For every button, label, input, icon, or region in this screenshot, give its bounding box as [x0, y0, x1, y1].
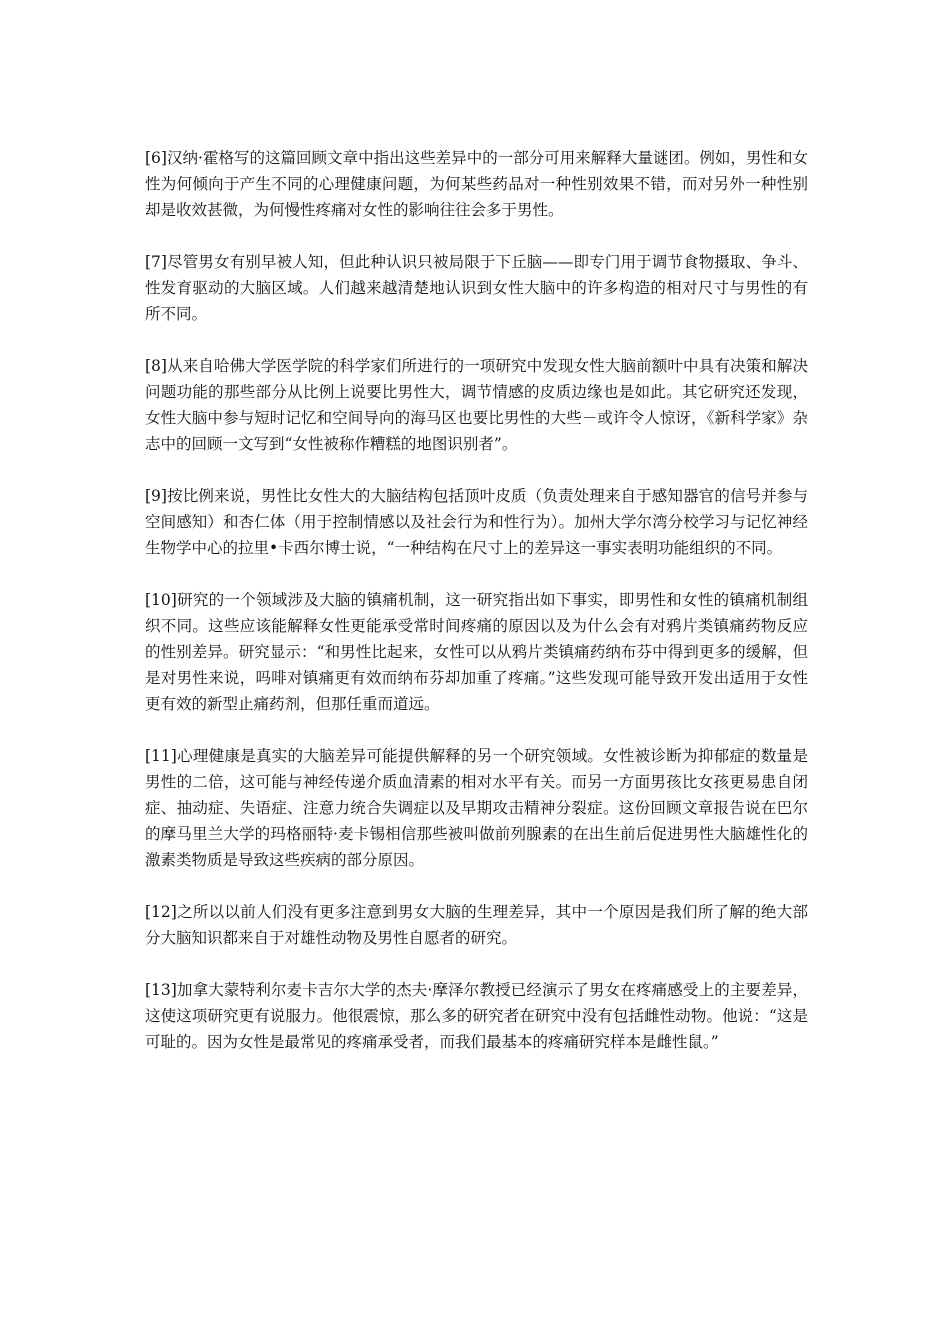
document-body	[145, 145, 808, 1081]
paragraph-10: [10]研究的一个领域涉及大脑的镇痛机制，这一研究指出如下事实，即男性和女性的镇痛机制组织不同。这些应该能解释女性更能承受常时间疼痛的原因以及为什么会有对鸦片类镇痛药物反应的性别差异。研究显示：“和男性比起来，女性可以从鸦片类镇痛药纳布芬中得到更多的缓解，但是对男性来说，吗啡对镇痛更有效而纳布芬却加重了疼痛。”这些发现可能导致开发出适用于女性更有效的新型止痛药剂，但那任重而道远。	[145, 591, 808, 713]
paragraph-6: [6]汉纳·霍格写的这篇回顾文章中指出这些差异中的一部分可用来解释大量谜团。例如，男性和女性为何倾向于产生不同的心理健康问题，为何某些药品对一种性别效果不错，而对另外一种性别却是收效甚微，为何慢性疼痛对女性的影响往往会多于男性。	[145, 149, 808, 219]
paragraph-11: [11]心理健康是真实的大脑差异可能提供解释的另一个研究领域。女性被诊断为抑郁症的数量是男性的二倍，这可能与神经传递介质血清素的相对水平有关。而另一方面男孩比女孩更易患自闭症、抽动症、失语症、注意力统合失调症以及早期攻击精神分裂症。这份回顾文章报告说在巴尔的摩马里兰大学的玛格丽特·麦卡锡相信那些被叫做前列腺素的在出生前后促进男性大脑雄性化的激素类物质是导致这些疾病的部分原因。	[145, 747, 808, 869]
paragraph-13: [13]加拿大蒙特利尔麦卡吉尔大学的杰夫·摩泽尔教授已经演示了男女在疼痛感受上的主要差异，这使这项研究更有说服力。他很震惊，那么多的研究者在研究中没有包括雌性动物。他说：“这是可耻的。因为女性是最常见的疼痛承受者，而我们最基本的疼痛研究样本是雌性鼠。”	[145, 981, 808, 1051]
paragraph-7: [7]尽管男女有别早被人知，但此种认识只被局限于下丘脑——即专门用于调节食物摄取、争斗、性发育驱动的大脑区域。人们越来越清楚地认识到女性大脑中的许多构造的相对尺寸与男性的有所不同。	[145, 253, 808, 323]
paragraph-12: [12]之所以以前人们没有更多注意到男女大脑的生理差异，其中一个原因是我们所了解的绝大部分大脑知识都来自于对雄性动物及男性自愿者的研究。	[145, 903, 808, 947]
paragraph-8: [8]从来自哈佛大学医学院的科学家们所进行的一项研究中发现女性大脑前额叶中具有决策和解决问题功能的那些部分从比例上说要比男性大，调节情感的皮质边缘也是如此。其它研究还发现，女性大脑中参与短时记忆和空间导向的海马区也要比男性的大些－或许令人惊讶，《新科学家》杂志中的回顾一文写到“女性被称作糟糕的地图识别者”。	[145, 357, 808, 453]
paragraph-9: [9]按比例来说，男性比女性大的大脑结构包括顶叶皮质（负责处理来自于感知器官的信号并参与空间感知）和杏仁体（用于控制情感以及社会行为和性行为）。加州大学尔湾分校学习与记忆神经生物学中心的拉里•卡西尔博士说，“一种结构在尺寸上的差异这一事实表明功能组织的不同。	[145, 487, 808, 557]
